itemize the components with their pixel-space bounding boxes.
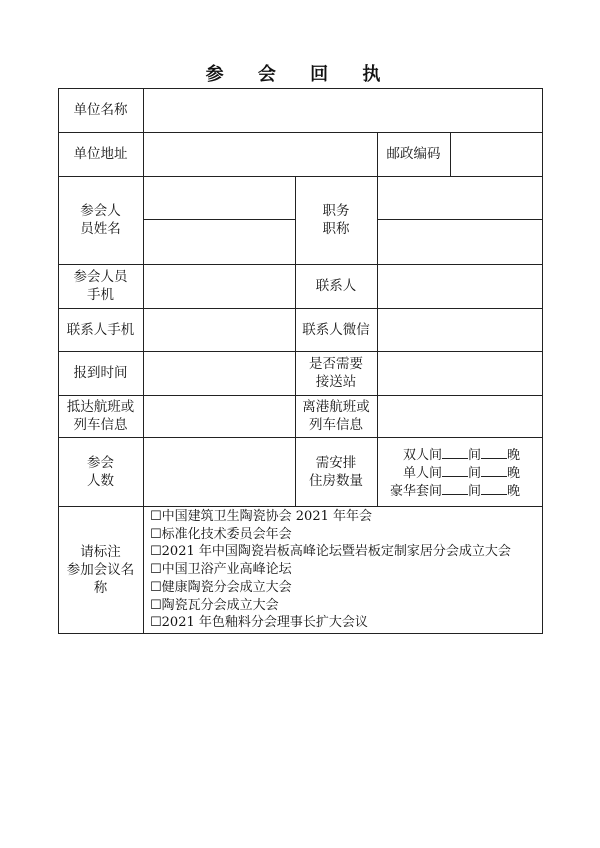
meeting-checklist: [150, 508, 540, 632]
meeting-option[interactable]: ☐标准化技术委员会年会: [150, 526, 292, 542]
contact-wechat-label: 联系人微信: [302, 321, 370, 338]
attendee-count-label: 参会 人数: [87, 454, 114, 489]
contact-phone-label: 联系人手机: [66, 321, 135, 338]
meeting-option[interactable]: ☐中国建筑卫生陶瓷协会 2021 年年会: [150, 509, 373, 524]
meeting-option[interactable]: ☐陶瓷瓦分会成立大会: [150, 597, 279, 613]
attendee-count-field[interactable]: [143, 437, 295, 506]
room-row-suite: 豪华套间 间 晚: [389, 484, 520, 499]
checkbox-icon[interactable]: ☐: [150, 579, 162, 595]
pickup-field[interactable]: [377, 351, 543, 395]
checkbox-icon[interactable]: ☐: [150, 562, 162, 578]
postal-code-label: 邮政编码: [386, 146, 441, 162]
attendee-name-field[interactable]: [143, 176, 295, 219]
meeting-option[interactable]: ☐2021 年色釉料分会理事长扩大会议: [150, 615, 368, 631]
arrival-time-label: 报到时间: [73, 365, 128, 381]
meeting-option[interactable]: ☐健康陶瓷分会成立大会: [150, 579, 292, 595]
unit-address-field[interactable]: [143, 132, 377, 176]
room-count-label: 需安排 住房数量: [309, 454, 363, 489]
attendee-phone-label: 参会人员 手机: [73, 269, 128, 303]
checkbox-icon[interactable]: ☐: [150, 615, 162, 631]
contact-wechat-field[interactable]: [377, 308, 543, 351]
checkbox-icon[interactable]: ☐: [150, 509, 162, 524]
position-title-field[interactable]: [377, 219, 543, 264]
contact-label: 联系人: [315, 278, 357, 294]
double-room-count-blank[interactable]: [442, 446, 468, 459]
departure-flight-field[interactable]: [377, 395, 543, 437]
postal-code-field[interactable]: [450, 132, 543, 176]
room-row-double: 双人间 间 晚: [402, 448, 520, 463]
unit-name-label: 单位名称: [73, 102, 128, 118]
checkbox-icon[interactable]: ☐: [150, 544, 162, 560]
page-title: 参 会 回 执: [205, 64, 395, 85]
checkbox-icon[interactable]: ☐: [150, 597, 162, 613]
meeting-option[interactable]: ☐中国卫浴产业高峰论坛: [150, 562, 292, 578]
checkbox-icon[interactable]: ☐: [150, 526, 162, 542]
arrival-time-field[interactable]: [143, 351, 295, 395]
contact-field[interactable]: [377, 264, 543, 308]
single-room-count-blank[interactable]: [442, 464, 468, 477]
arrival-flight-field[interactable]: [143, 395, 295, 437]
attendee-phone-field[interactable]: [143, 264, 295, 308]
meetings-label: 请标注 参加会议名 称: [66, 544, 135, 596]
single-room-nights-blank[interactable]: [481, 464, 507, 477]
position-title-field[interactable]: [377, 176, 543, 219]
room-row-single: 单人间 间 晚: [402, 466, 520, 481]
contact-phone-field[interactable]: [143, 308, 295, 351]
suite-room-count-blank[interactable]: [442, 482, 468, 495]
suite-room-nights-blank[interactable]: [481, 482, 507, 495]
unit-address-label: 单位地址: [73, 146, 128, 162]
pickup-label: 是否需要 接送站: [309, 356, 363, 390]
departure-flight-label: 离港航班或 列车信息: [302, 399, 370, 433]
attendee-name-label: 参会人 员姓名: [80, 203, 121, 237]
attendee-name-field[interactable]: [143, 219, 295, 264]
arrival-flight-label: 抵达航班或 列车信息: [66, 399, 135, 433]
unit-name-field[interactable]: [143, 88, 543, 132]
position-title-label: 职务 职称: [322, 203, 350, 237]
double-room-nights-blank[interactable]: [481, 446, 507, 459]
meeting-option[interactable]: ☐2021 年中国陶瓷岩板高峰论坛暨岩板定制家居分会成立大会: [150, 544, 511, 560]
